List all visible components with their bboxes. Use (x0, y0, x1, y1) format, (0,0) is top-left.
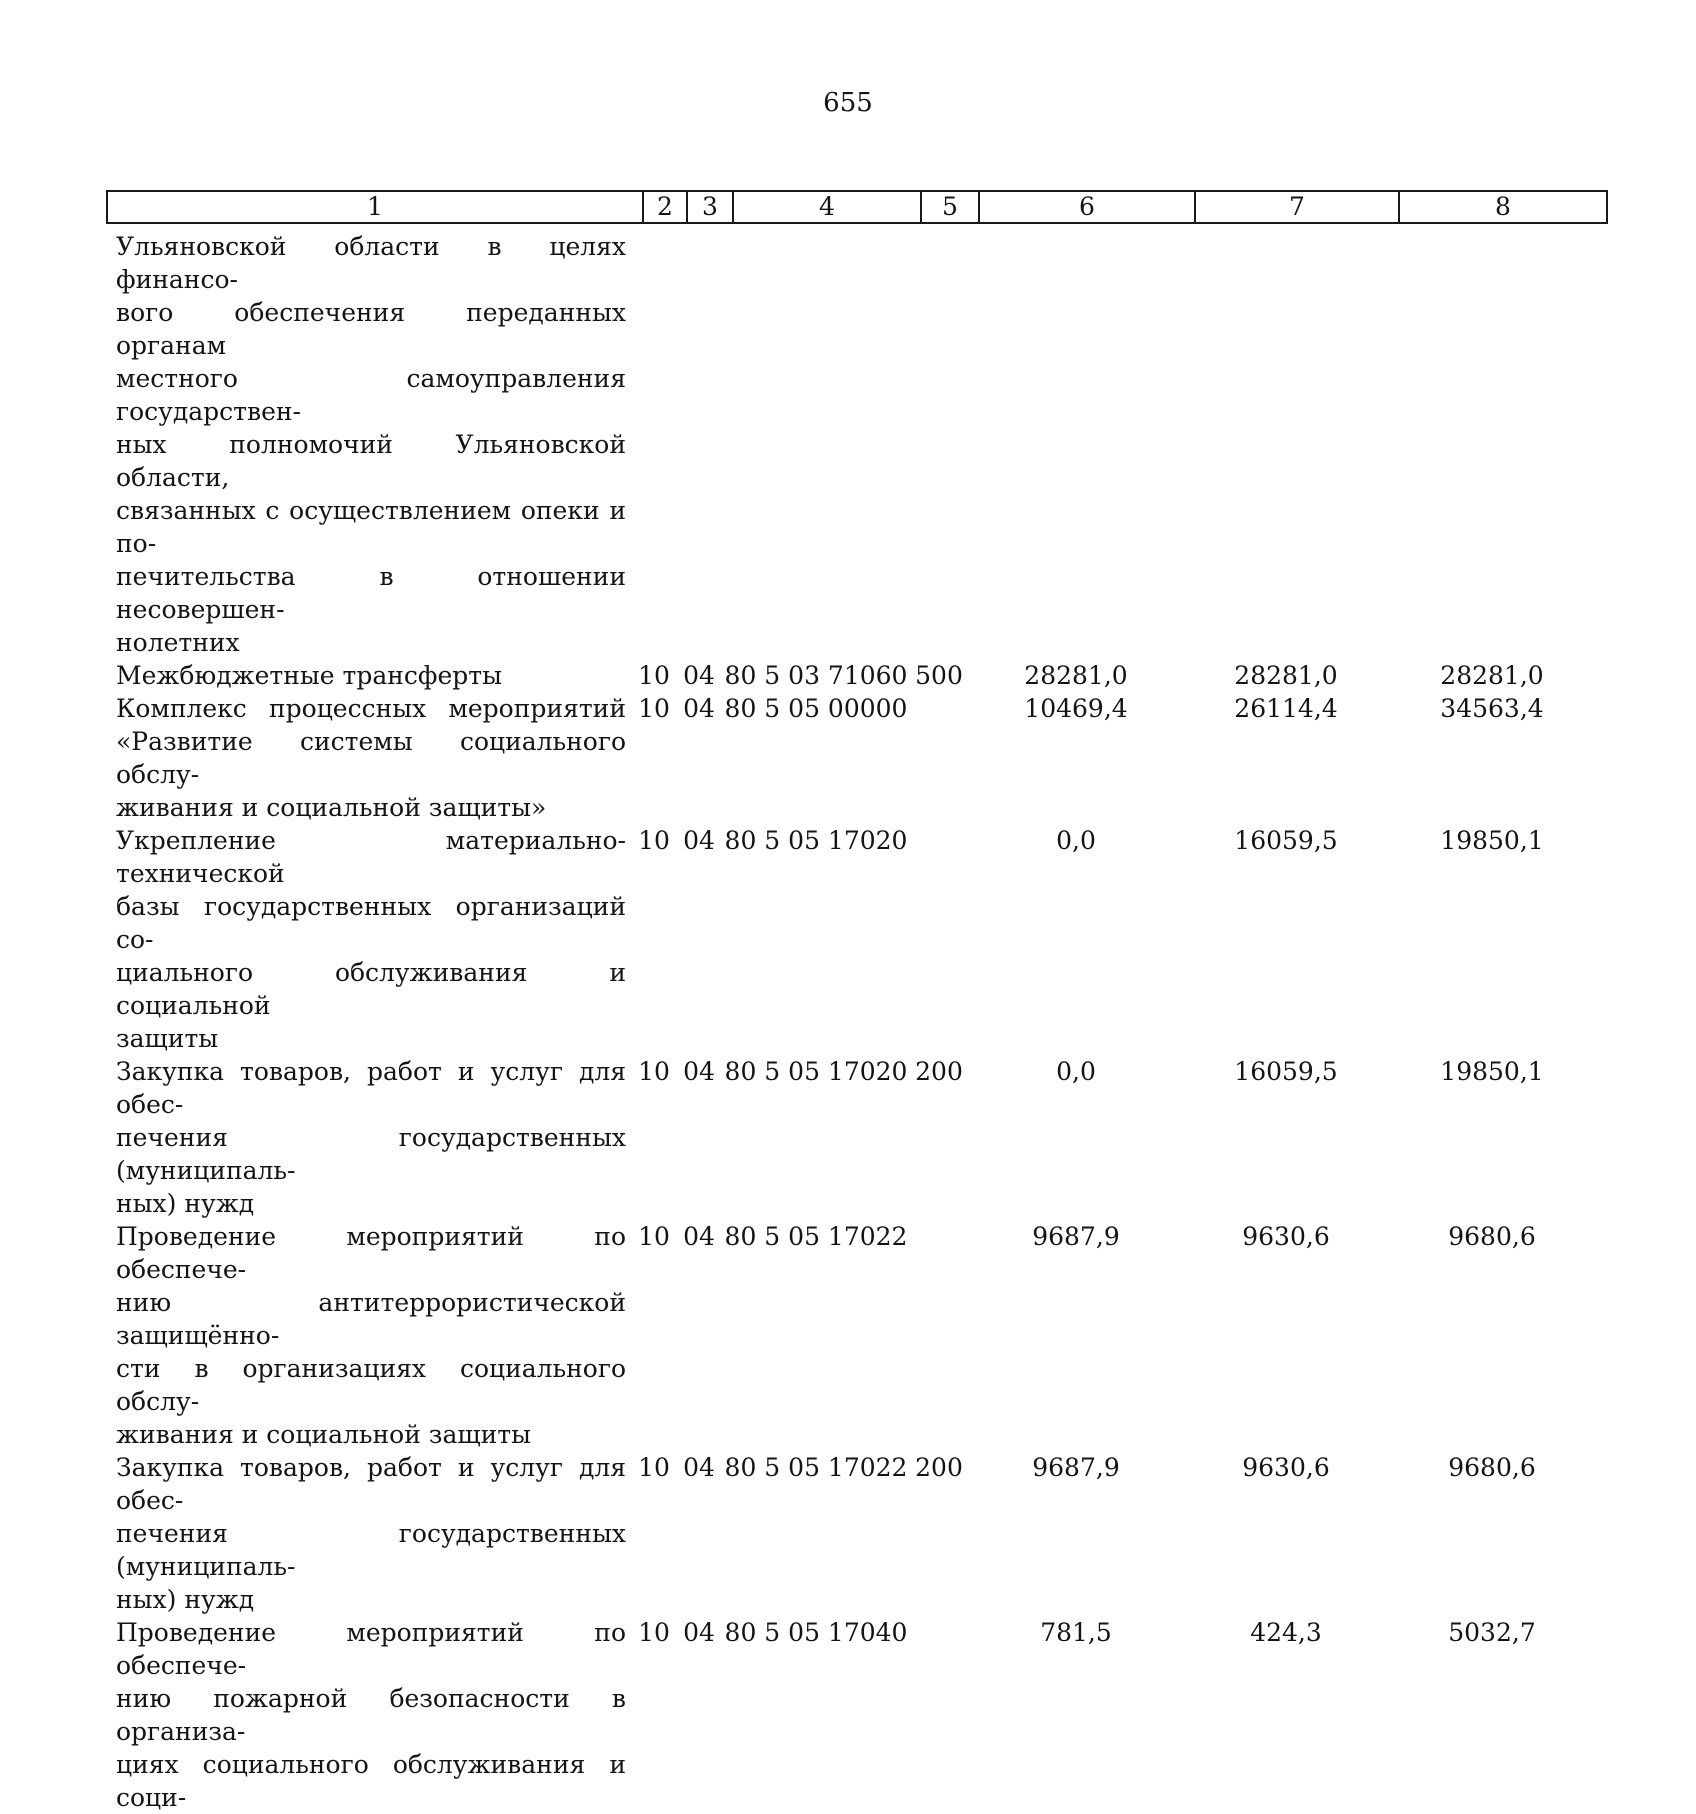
section-code: 10 (638, 1057, 670, 1086)
section-code: 10 (638, 1453, 670, 1482)
description-line: печения государственных (муниципаль- (116, 1123, 626, 1185)
description-line: Ульяновской области в целях финансо- (116, 232, 626, 294)
amount-year-1: 9687,9 (1032, 1222, 1120, 1251)
row-description (106, 692, 632, 824)
description-line: Межбюджетные трансферты (116, 661, 503, 690)
row-description (106, 1055, 632, 1220)
amount-year-3: 28281,0 (1440, 661, 1544, 690)
description-line: сти в организациях социального обслу- (116, 1354, 626, 1416)
description-line: связанных с осуществлением опеки и по- (116, 496, 626, 558)
subsection-code: 04 (683, 826, 715, 855)
description-line: защиты (116, 1024, 219, 1053)
table-row (106, 230, 1596, 659)
description-line: Комплекс процессных мероприятий (116, 694, 626, 723)
row-description (106, 1451, 632, 1616)
subsection-code: 04 (683, 1453, 715, 1482)
expense-type-code: 200 (915, 1057, 963, 1086)
target-article-code: 80 5 05 00000 (724, 694, 908, 723)
amount-year-2: 28281,0 (1234, 661, 1338, 690)
table-row (106, 1055, 1596, 1220)
header-col-8: 8 (1399, 191, 1607, 223)
description-line: Укрепление материально-технической (116, 826, 626, 888)
table-body (106, 230, 1596, 1814)
amount-year-3: 34563,4 (1440, 694, 1544, 723)
description-line: печения государственных (муниципаль- (116, 1519, 626, 1581)
amount-year-2: 16059,5 (1234, 1057, 1338, 1086)
description-line: Закупка товаров, работ и услуг для обес- (116, 1453, 626, 1515)
amount-year-1: 10469,4 (1024, 694, 1128, 723)
row-description (106, 824, 632, 1055)
description-line: ных) нужд (116, 1585, 255, 1614)
table-header (106, 190, 1608, 224)
amount-year-1: 9687,9 (1032, 1453, 1120, 1482)
subsection-code: 04 (683, 1222, 715, 1251)
description-line: ных) нужд (116, 1189, 255, 1218)
description-line: печительства в отношении несовершен- (116, 562, 626, 624)
description-line: живания и социальной защиты (116, 1420, 531, 1449)
amount-year-1: 0,0 (1056, 826, 1096, 855)
table-row (106, 824, 1596, 1055)
table-row (106, 1616, 1596, 1814)
subsection-code: 04 (683, 1618, 715, 1647)
amount-year-3: 5032,7 (1448, 1618, 1536, 1647)
description-line: нию антитеррористической защищённо- (116, 1288, 626, 1350)
section-code: 10 (638, 661, 670, 690)
expense-type-code: 500 (915, 661, 963, 690)
description-line: нолетних (116, 628, 240, 657)
subsection-code: 04 (683, 694, 715, 723)
table-row (106, 1451, 1596, 1616)
description-line: базы государственных организаций со- (116, 892, 626, 954)
table-row (106, 659, 1596, 692)
amount-year-1: 781,5 (1040, 1618, 1112, 1647)
description-line: Проведение мероприятий по обеспече- (116, 1222, 626, 1284)
expense-type-code: 200 (915, 1453, 963, 1482)
header-col-4: 4 (733, 191, 921, 223)
page-number: 655 (823, 88, 873, 118)
header-col-6: 6 (979, 191, 1195, 223)
header-row (107, 191, 1607, 223)
description-line: циях социального обслуживания и соци- (116, 1750, 626, 1812)
description-line: вого обеспечения переданных органам (116, 298, 626, 360)
table-row (106, 1220, 1596, 1451)
amount-year-1: 0,0 (1056, 1057, 1096, 1086)
amount-year-2: 424,3 (1250, 1618, 1322, 1647)
target-article-code: 80 5 05 17040 (724, 1618, 908, 1647)
amount-year-2: 16059,5 (1234, 826, 1338, 855)
target-article-code: 80 5 05 17020 (724, 826, 908, 855)
row-description (106, 1616, 632, 1814)
description-line: живания и социальной защиты» (116, 793, 547, 822)
amount-year-3: 9680,6 (1448, 1222, 1536, 1251)
amount-year-2: 9630,6 (1242, 1453, 1330, 1482)
section-code: 10 (638, 694, 670, 723)
target-article-code: 80 5 03 71060 (724, 661, 908, 690)
header-col-5: 5 (921, 191, 979, 223)
subsection-code: 04 (683, 1057, 715, 1086)
target-article-code: 80 5 05 17020 (724, 1057, 908, 1086)
header-col-3: 3 (687, 191, 733, 223)
amount-year-1: 28281,0 (1024, 661, 1128, 690)
amount-year-2: 9630,6 (1242, 1222, 1330, 1251)
description-line: Закупка товаров, работ и услуг для обес- (116, 1057, 626, 1119)
row-description (106, 230, 632, 659)
amount-year-3: 19850,1 (1440, 1057, 1544, 1086)
header-col-7: 7 (1195, 191, 1399, 223)
description-line: «Развитие системы социального обслу- (116, 727, 626, 789)
amount-year-3: 9680,6 (1448, 1453, 1536, 1482)
target-article-code: 80 5 05 17022 (724, 1222, 908, 1251)
description-line: местного самоуправления государствен- (116, 364, 626, 426)
description-line: Проведение мероприятий по обеспече- (116, 1618, 626, 1680)
row-description (106, 659, 632, 692)
subsection-code: 04 (683, 661, 715, 690)
amount-year-3: 19850,1 (1440, 826, 1544, 855)
section-code: 10 (638, 826, 670, 855)
section-code: 10 (638, 1222, 670, 1251)
section-code: 10 (638, 1618, 670, 1647)
amount-year-2: 26114,4 (1234, 694, 1338, 723)
description-line: циального обслуживания и социальной (116, 958, 626, 1020)
table-row (106, 692, 1596, 824)
description-line: ных полномочий Ульяновской области, (116, 430, 626, 492)
target-article-code: 80 5 05 17022 (724, 1453, 908, 1482)
header-col-1: 1 (107, 191, 643, 223)
header-col-2: 2 (643, 191, 687, 223)
row-description (106, 1220, 632, 1451)
description-line: нию пожарной безопасности в организа- (116, 1684, 626, 1746)
